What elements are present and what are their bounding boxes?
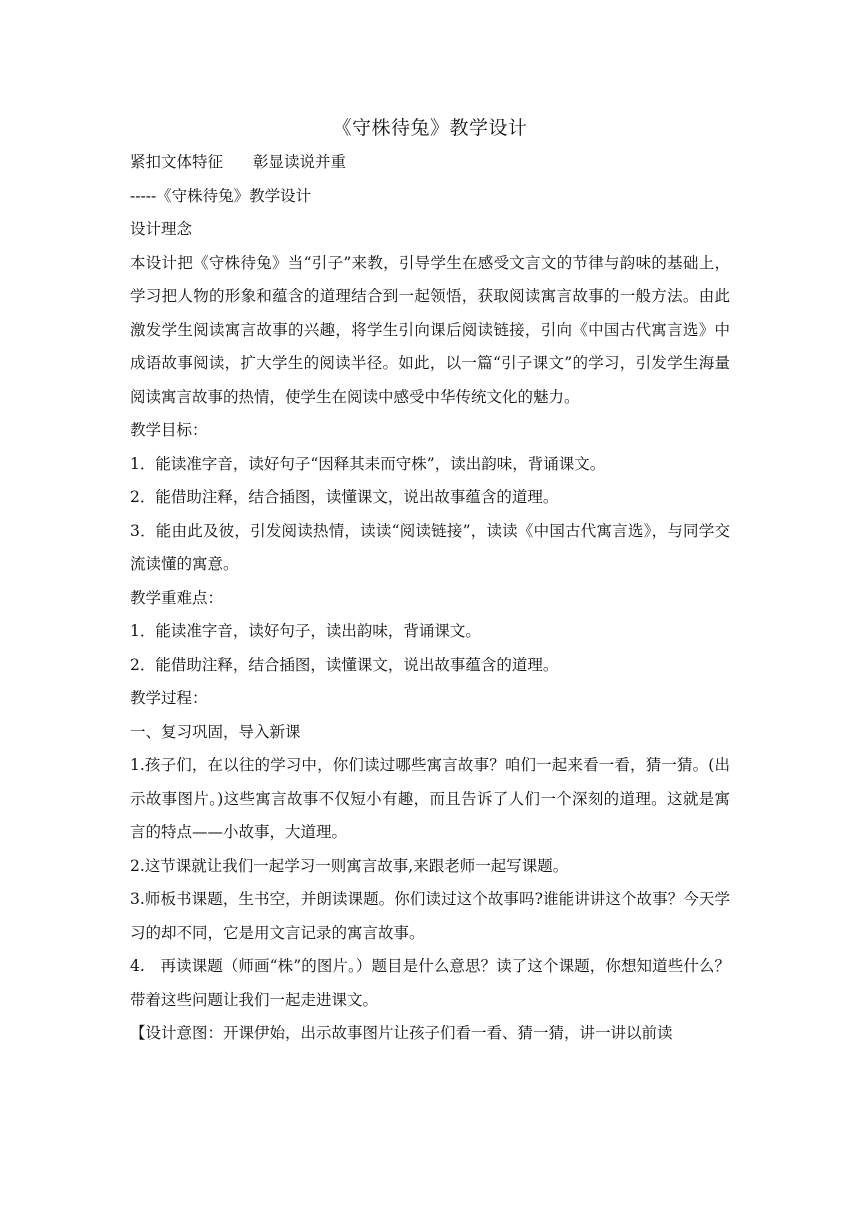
process-item: 4. 再读课题（师画“株”的图片。）题目是什么意思？读了这个课题，你想知道些什么？带着这些问题让我们一起走进课文。 (130, 957, 730, 1009)
goal-item: 2．能借助注释，结合插图，读懂课文，说出故事蕴含的道理。 (130, 488, 559, 506)
process-heading: 教学过程： (130, 689, 208, 707)
subtitle-line (130, 146, 730, 180)
key-point-item: 1．能读准字音，读好句子，读出韵味，背诵课文。 (130, 622, 481, 640)
design-intent: 【设计意图：开课伊始，出示故事图片让孩子们看一看、猜一猜，讲一讲以前读 (130, 1024, 673, 1042)
goals-heading: 教学目标： (130, 421, 208, 439)
subtitle-part-2: 彰显读说并重 (253, 153, 347, 171)
subtitle-line-2: -----《守株待兔》教学设计 (130, 186, 312, 205)
key-points-heading: 教学重难点： (130, 588, 224, 607)
process-item: 2.这节课就让我们一起学习一则寓言故事,来跟老师一起写课题。 (130, 856, 569, 875)
goal-item: 3．能由此及彼，引发阅读热情，读读“阅读链接”，读读《中国古代寓言选》，与同学交流读懂的寓意。 (130, 521, 730, 573)
process-item: 3.师板书课题，生书空，并朗读课题。你们读过这个故事吗?谁能讲讲这个故事？今天学习的却不同，它是用文言记录的寓言故事。 (130, 890, 730, 942)
concept-heading: 设计理念 (130, 220, 193, 238)
process-item: 1.孩子们，在以往的学习中，你们读过哪些寓言故事？咱们一起来看一看，猜一猜。(出示故事图片。)这些寓言故事不仅短小有趣，而且告诉了人们一个深刻的道理。这就是寓言的特点——小故事，大道理。 (130, 756, 730, 841)
key-point-item: 2．能借助注释，结合插图，读懂课文，说出故事蕴含的道理。 (130, 655, 559, 674)
goal-item: 1．能读准字音，读好句子“因释其耒而守株”，读出韵味，背诵课文。 (130, 454, 606, 473)
document-body (130, 112, 730, 1051)
concept-paragraph: 本设计把《守株待兔》当“引子”来教，引导学生在感受文言文的节律与韵味的基础上，学习把人物的形象和蕴含的道理结合到一起领悟，获取阅读寓言故事的一般方法。由此激发学生阅读寓言故事的兴趣，将学生引向课后阅读链接，引向《中国古代寓言选》中成语故事阅读，扩大学生的阅读半径。如此，以一篇“引子课文”的学习，引发学生海量阅读寓言故事的热情，使学生在阅读中感受中华传统文化的魅力。 (130, 253, 730, 406)
subtitle-part-1: 紧扣文体特征 (130, 153, 224, 171)
section-heading: 一、复习巩固，导入新课 (130, 722, 301, 741)
document-title: 《守株待兔》教学设计 (332, 117, 528, 139)
